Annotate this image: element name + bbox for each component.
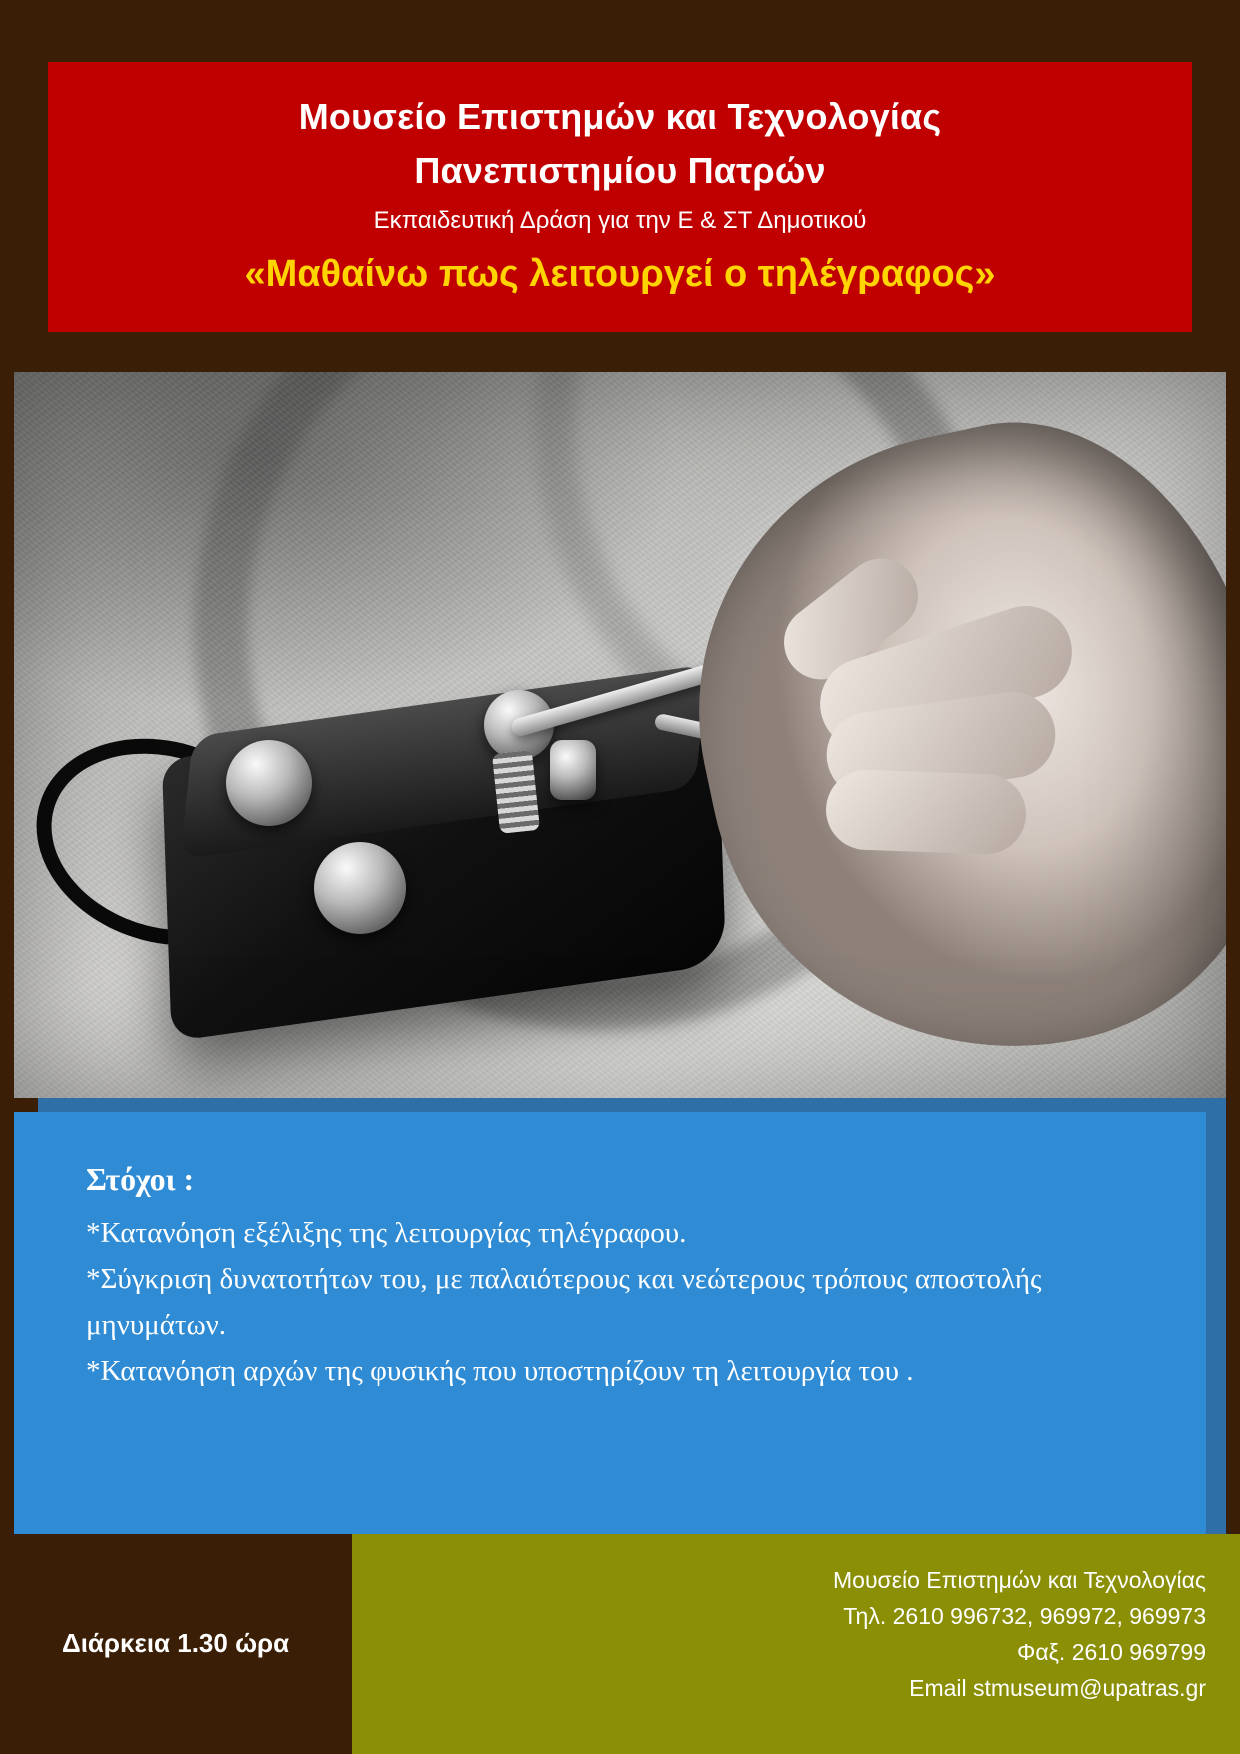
contact-phone: Τηλ. 2610 996732, 969972, 969973 — [843, 1603, 1206, 1629]
museum-name-line1: Μουσείο Επιστημών και Τεχνολογίας — [298, 96, 942, 137]
contact-fax: Φαξ. 2610 969799 — [1016, 1639, 1206, 1665]
objective-item: μηνυμάτων. — [86, 1309, 227, 1341]
header-subtitle: Εκπαιδευτική Δράση για την Ε & ΣΤ Δημοτικού — [373, 207, 867, 234]
objectives-panel — [14, 1112, 1206, 1534]
activity-title: «Μαθαίνω πως λειτουργεί ο τηλέγραφος» — [244, 253, 996, 295]
photo-vignette — [14, 372, 1226, 1098]
objective-item: *Κατανόηση εξέλιξης της λειτουργίας τηλέγραφου. — [86, 1217, 687, 1249]
objectives-heading: Στόχοι : — [86, 1161, 195, 1197]
header-banner — [48, 62, 1192, 332]
telegraph-photo — [14, 372, 1226, 1098]
objective-item: *Σύγκριση δυνατοτήτων του, με παλαιότερους και νεώτερους τρόπους αποστολής — [86, 1263, 1042, 1295]
contact-museum-name: Μουσείο Επιστημών και Τεχνολογίας — [833, 1567, 1206, 1593]
contact-panel — [352, 1534, 1240, 1754]
museum-name-line2: Πανεπιστημίου Πατρών — [414, 150, 826, 191]
objective-item: *Κατανόηση αρχών της φυσικής που υποστηρίζουν τη λειτουργία του . — [86, 1355, 914, 1387]
contact-email: Email stmuseum@upatras.gr — [909, 1675, 1206, 1701]
duration-label: Διάρκεια 1.30 ώρα — [62, 1628, 290, 1658]
